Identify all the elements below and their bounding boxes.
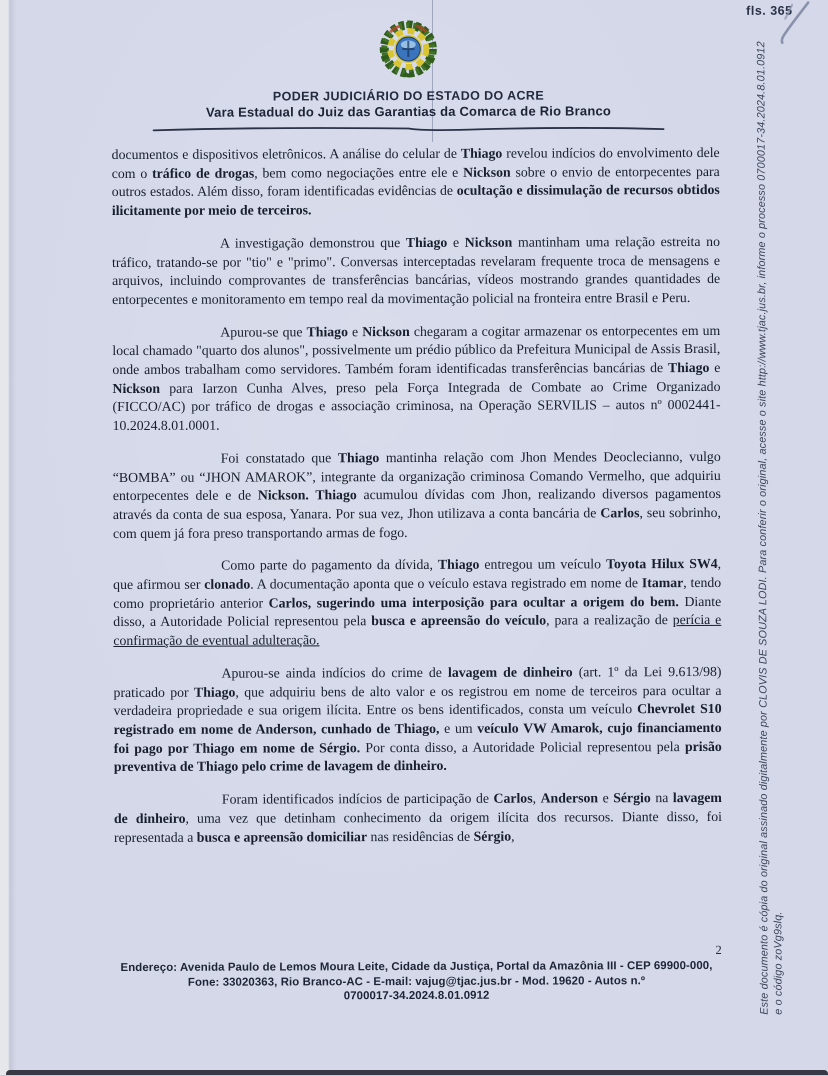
bold-text-run: Thiago	[306, 323, 348, 339]
bold-text-run: ocultação e dissimulação de recursos obtidos ilicitamente por meio de terceiros.	[111, 182, 720, 219]
bold-text-run: Thiago	[437, 557, 480, 573]
bold-text-run: Thiago	[667, 359, 710, 376]
scan-shadow-bottom	[6, 1070, 828, 1075]
text-run: , bem como negociações entre ele e	[254, 164, 464, 181]
text-run: Apurou-se ainda indícios do crime de	[221, 664, 449, 681]
paragraph	[112, 233, 720, 310]
bold-text-run: Carlos, sugerindo uma interposição para ocultar a origem do bem.	[268, 593, 679, 611]
footer-contact-line: Fone: 33020363, Rio Branco-AC - E-mail: vajug@tjac.jus.br - Mod. 19620 - Autos n.º	[187, 974, 646, 989]
bold-text-run: lavagem de dinheiro	[447, 664, 573, 680]
text-run: acumulou dívidas com Jhon, realizando diversos pagamentos através da conta de sua esposa, Yanara. Por sua vez, Jhon utilizava a conta bancária de	[112, 486, 721, 523]
bold-text-run: lavagem de dinheiro	[113, 790, 722, 826]
header-separator-line	[151, 124, 667, 134]
text-run: e um	[439, 720, 478, 736]
bold-text-run: Itamar	[641, 575, 684, 591]
bold-text-run: veículo VW Amarok, cujo financiamento foi pago por Thiago em nome de Sérgio.	[113, 719, 722, 756]
footer-case-number: 0700017-34.2024.8.01.0912	[343, 989, 490, 1003]
text-run: Por conta disso, a Autoridade Policial representou pela	[360, 738, 685, 755]
folio-number-stamp: fls. 365	[746, 3, 793, 18]
bold-text-run: Nickson	[463, 164, 511, 180]
text-run: e	[598, 790, 614, 806]
bold-text-run: Thiago	[337, 449, 380, 466]
paragraph	[112, 322, 720, 436]
bold-text-run: Anderson	[540, 790, 599, 806]
document-footer	[109, 959, 723, 1005]
bold-text-run: Chevrolet S10 registrado em nome de Anderson, cunhado de Thiago,	[113, 701, 722, 738]
text-run: chegaram a cogitar armazenar os entorpecentes em um local chamado "quarto dos alunos", possivelmente um prédio público da Prefeitura Municipal de Assis Brasil, onde ambos trabalham como servidores. Também foram identificadas transferências bancárias de	[112, 322, 721, 378]
text-run: entregou um veículo	[479, 556, 607, 573]
text-run: , seu sobrinho, com quem já fora preso transportando armas de fogo.	[112, 504, 721, 541]
bold-text-run: Toyota Hilux SW4	[606, 556, 718, 572]
bold-text-run: Nickson	[464, 234, 513, 250]
text-run: , tendo como proprietário anterior	[113, 574, 722, 611]
digital-signature-note	[755, 27, 785, 1015]
bold-text-run: busca e apreensão domiciliar	[196, 828, 368, 845]
judiciary-title: PODER JUDICIÁRIO DO ESTADO DO ACRE	[272, 88, 545, 104]
bold-text-run: prisão preventiva de Thiago pelo crime de lavagem de dinheiro.	[113, 738, 722, 775]
paragraph	[113, 448, 721, 544]
text-run: , uma vez que detinham conhecimento da origem ilícita dos recursos. Diante disso, foi representada a	[114, 808, 723, 845]
text-run: mantinham uma relação estreita no tráfico, tratando-se por "tio" e "primo". Conversas interceptadas revelaram frequente troca de mensagens e arquivos, incluindo comprovantes de transferências bancárias, vídeos mostrando grandes quantidades de entorpecentes e monitoramento em tempo real da movimentação policial na fronteira entre Brasil e Peru.	[112, 233, 721, 307]
paragraph	[113, 663, 721, 777]
paragraph	[112, 144, 720, 221]
text-run: sobre o envio de entorpecentes para outros estados. Além disso, foram identificadas evidências de	[111, 163, 720, 200]
bold-text-run: Thiago	[405, 234, 448, 250]
text-run: e	[447, 234, 465, 250]
text-run: , que afirmou ser	[113, 556, 722, 593]
text-run: A investigação demonstrou que	[219, 234, 406, 251]
underlined-text-run: perícia e confirmação de eventual adulteração.	[113, 612, 722, 649]
text-run: ,	[511, 828, 515, 844]
text-run: Apurou-se que	[220, 323, 307, 340]
text-run: . A documentação aponta que o veículo estava registrado em nome de	[250, 575, 642, 592]
text-run: Diante disso, a Autoridade Policial representou pela	[113, 593, 722, 630]
document-header	[98, 17, 718, 139]
acre-coat-of-arms-icon	[378, 18, 438, 82]
court-title: Vara Estadual do Juiz das Garantias da Comarca de Rio Branco	[205, 103, 612, 120]
bold-text-run: clonado	[204, 576, 251, 592]
text-run: e	[347, 323, 363, 339]
bold-text-run: Nickson	[112, 380, 161, 396]
bold-text-run: Nickson	[362, 323, 410, 339]
signature-note-line1: Este documento é cópia do original assinado digitalmente por CLOVIS DE SOUZA LODI. Para conferir o original, acesse o site http://www.tjac.jus.br, informe o processo 0700017-34.2024.8.01.0912	[755, 41, 771, 1015]
bold-text-run: tráfico de drogas	[152, 165, 255, 181]
bold-text-run: Nickson. Thiago	[257, 487, 357, 503]
bold-text-run: Thiago	[460, 145, 503, 161]
text-run: para Iarzon Cunha Alves, preso pela Força Integrada de Combate ao Crime Organizado (FICCO/AC) por tráfico de drogas e associação criminosa, na Operação SERVILIS – autos nº 0002441-10.2024.8.01.0001.	[112, 378, 721, 434]
text-run: Foi constatado que	[220, 450, 338, 466]
text-run: mantinha relação com Jhon Mendes Deoclecianno, vulgo “BOMBA” ou “JHON AMAROK”, integrante da organização criminosa Comando Vermelho, que adquiriu entorpecentes dele e de	[112, 448, 721, 504]
paragraph	[114, 789, 722, 847]
page-number: 2	[715, 942, 722, 957]
bold-text-run: busca e apreensão do veículo	[371, 613, 547, 629]
bold-text-run: Thiago	[193, 684, 236, 700]
signature-note-line2: e o código zoVg9slq.	[771, 911, 785, 1015]
document-body	[112, 144, 722, 861]
bold-text-run: Carlos	[493, 790, 533, 806]
text-run: documentos e dispositivos eletrônicos. A análise do celular de	[111, 145, 461, 163]
footer-address-line: Endereço: Avenida Paulo de Lemos Moura Leite, Cidade da Justiça, Portal da Amazônia III - CEP 69900-000,	[120, 959, 713, 975]
paragraph	[113, 555, 721, 651]
text-run: nas residências de	[367, 828, 474, 844]
text-run: na	[650, 790, 673, 806]
bold-text-run: Sérgio	[473, 828, 512, 844]
text-run: (art. 1º da Lei 9.613/98) praticado por	[113, 663, 722, 700]
text-run: Como parte do pagamento da dívida,	[221, 557, 438, 574]
bold-text-run: Carlos	[600, 505, 640, 521]
text-run: , que adquiriu bens de alto valor e os registrou em nome de terceiros para ocultar a verdadeira propriedade e sua origem ilícita. Entre os bens identificados, consta um veículo	[113, 682, 722, 719]
text-run: Foram identificados indícios de participação de	[221, 790, 494, 807]
text-run: revelou indícios do envolvimento dele com o	[111, 144, 720, 181]
text-run: e	[709, 359, 721, 375]
text-run: , para a realização de	[546, 612, 673, 629]
text-run: ,	[532, 790, 541, 806]
bold-text-run: Sérgio	[613, 790, 651, 806]
